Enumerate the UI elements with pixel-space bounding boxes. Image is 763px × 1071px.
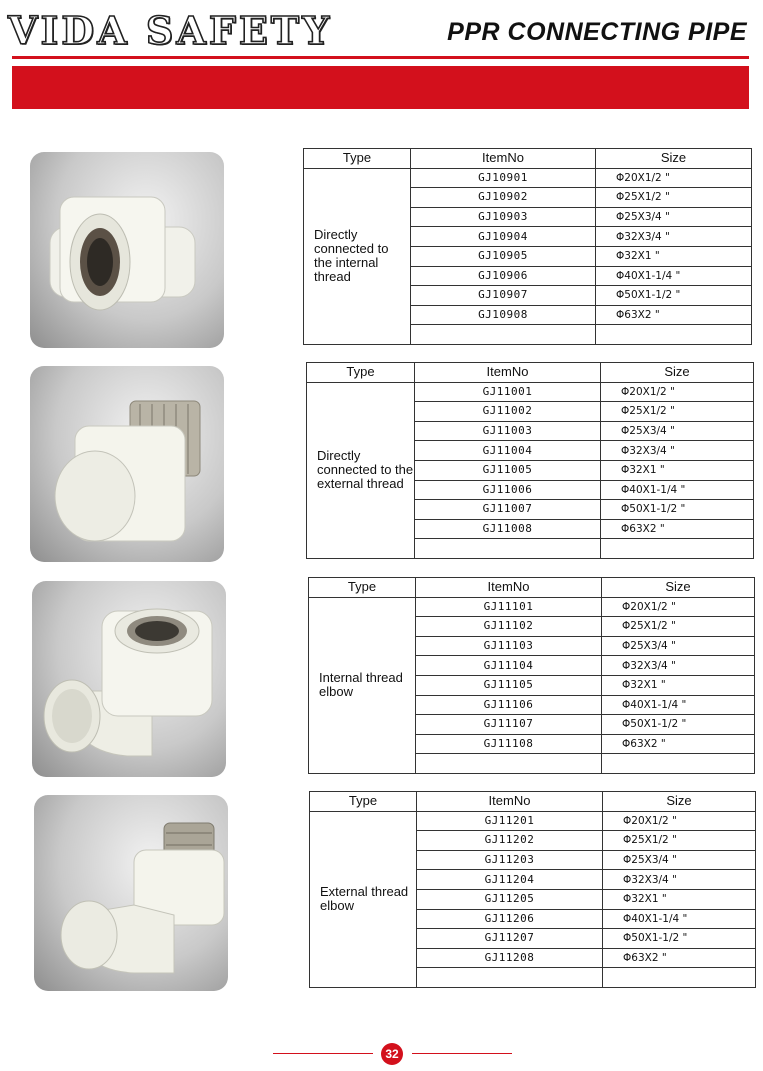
size-value: Φ63X2 " bbox=[603, 948, 756, 968]
header-itemno: ItemNo bbox=[416, 578, 602, 598]
size-value: Φ40X1-1/4 " bbox=[602, 695, 755, 715]
size-value: Φ40X1-1/4 " bbox=[596, 266, 752, 286]
item-number: GJ10907 bbox=[411, 286, 596, 306]
spec-table bbox=[308, 577, 755, 774]
table-row bbox=[307, 382, 754, 402]
item-number: GJ11003 bbox=[415, 421, 601, 441]
header-type: Type bbox=[309, 578, 416, 598]
product-section bbox=[0, 152, 763, 357]
item-number bbox=[417, 968, 603, 988]
spec-table bbox=[309, 791, 756, 988]
item-number: GJ11108 bbox=[416, 734, 602, 754]
product-photo bbox=[32, 581, 226, 777]
size-value: Φ25X3/4 " bbox=[601, 421, 754, 441]
size-value: Φ25X3/4 " bbox=[602, 636, 755, 656]
item-number: GJ11204 bbox=[417, 870, 603, 890]
product-photo bbox=[30, 366, 224, 562]
brand-logo: VIDA SAFETY bbox=[8, 8, 333, 53]
item-number: GJ10906 bbox=[411, 266, 596, 286]
header-size: Size bbox=[602, 578, 755, 598]
header-size: Size bbox=[603, 792, 756, 812]
item-number bbox=[411, 325, 596, 345]
item-number: GJ11103 bbox=[416, 636, 602, 656]
item-number: GJ10904 bbox=[411, 227, 596, 247]
item-number: GJ11002 bbox=[415, 402, 601, 422]
item-number: GJ11106 bbox=[416, 695, 602, 715]
item-number: GJ11005 bbox=[415, 460, 601, 480]
item-number: GJ10903 bbox=[411, 207, 596, 227]
item-number: GJ10901 bbox=[411, 168, 596, 188]
product-section bbox=[0, 795, 763, 1000]
size-value: Φ32X3/4 " bbox=[601, 441, 754, 461]
item-number: GJ10902 bbox=[411, 188, 596, 208]
header-rule bbox=[12, 56, 749, 59]
item-number: GJ11001 bbox=[415, 382, 601, 402]
size-value: Φ25X1/2 " bbox=[601, 402, 754, 422]
size-value: Φ32X1 " bbox=[596, 246, 752, 266]
item-number: GJ11205 bbox=[417, 889, 603, 909]
header-type: Type bbox=[304, 149, 411, 169]
footer-rule-left bbox=[273, 1053, 373, 1054]
size-value: Φ32X3/4 " bbox=[603, 870, 756, 890]
size-value: Φ50X1-1/2 " bbox=[603, 929, 756, 949]
size-value: Φ20X1/2 " bbox=[596, 168, 752, 188]
size-value: Φ32X1 " bbox=[603, 889, 756, 909]
table-row bbox=[304, 168, 752, 188]
type-cell: Directly connected to the external thread bbox=[307, 382, 415, 558]
size-value: Φ32X3/4 " bbox=[602, 656, 755, 676]
product-photo bbox=[30, 152, 224, 348]
item-number: GJ11101 bbox=[416, 597, 602, 617]
item-number: GJ11202 bbox=[417, 831, 603, 851]
size-value: Φ25X1/2 " bbox=[602, 617, 755, 637]
size-value: Φ25X1/2 " bbox=[596, 188, 752, 208]
size-value: Φ40X1-1/4 " bbox=[601, 480, 754, 500]
size-value: Φ50X1-1/2 " bbox=[602, 715, 755, 735]
product-photo bbox=[34, 795, 228, 991]
header-itemno: ItemNo bbox=[417, 792, 603, 812]
page-title: PPR CONNECTING PIPE bbox=[447, 18, 747, 46]
size-value bbox=[601, 539, 754, 559]
size-value: Φ50X1-1/2 " bbox=[596, 286, 752, 306]
size-value: Φ25X3/4 " bbox=[603, 850, 756, 870]
size-value: Φ20X1/2 " bbox=[603, 811, 756, 831]
type-cell: Directly connected to the internal thread bbox=[304, 168, 411, 344]
item-number: GJ11102 bbox=[416, 617, 602, 637]
page-number: 32 bbox=[381, 1043, 403, 1065]
table-row bbox=[310, 811, 756, 831]
size-value: Φ25X3/4 " bbox=[596, 207, 752, 227]
size-value: Φ32X1 " bbox=[602, 675, 755, 695]
size-value bbox=[602, 754, 755, 774]
size-value: Φ63X2 " bbox=[596, 305, 752, 325]
item-number: GJ11207 bbox=[417, 929, 603, 949]
item-number: GJ11208 bbox=[417, 948, 603, 968]
item-number: GJ11104 bbox=[416, 656, 602, 676]
size-value: Φ63X2 " bbox=[601, 519, 754, 539]
size-value: Φ32X3/4 " bbox=[596, 227, 752, 247]
header-type: Type bbox=[307, 363, 415, 383]
item-number: GJ10908 bbox=[411, 305, 596, 325]
size-value: Φ63X2 " bbox=[602, 734, 755, 754]
item-number: GJ11008 bbox=[415, 519, 601, 539]
type-cell: Internal thread elbow bbox=[309, 597, 416, 773]
header-band bbox=[12, 66, 749, 109]
size-value bbox=[596, 325, 752, 345]
item-number: GJ11201 bbox=[417, 811, 603, 831]
item-number: GJ11206 bbox=[417, 909, 603, 929]
size-value: Φ25X1/2 " bbox=[603, 831, 756, 851]
header-itemno: ItemNo bbox=[415, 363, 601, 383]
item-number: GJ11004 bbox=[415, 441, 601, 461]
size-value bbox=[603, 968, 756, 988]
size-value: Φ32X1 " bbox=[601, 460, 754, 480]
header-size: Size bbox=[601, 363, 754, 383]
size-value: Φ40X1-1/4 " bbox=[603, 909, 756, 929]
product-section bbox=[0, 581, 763, 786]
item-number bbox=[415, 539, 601, 559]
item-number bbox=[416, 754, 602, 774]
spec-table bbox=[303, 148, 752, 345]
item-number: GJ11203 bbox=[417, 850, 603, 870]
header-itemno: ItemNo bbox=[411, 149, 596, 169]
item-number: GJ11006 bbox=[415, 480, 601, 500]
size-value: Φ50X1-1/2 " bbox=[601, 500, 754, 520]
item-number: GJ10905 bbox=[411, 246, 596, 266]
item-number: GJ11105 bbox=[416, 675, 602, 695]
type-cell: External thread elbow bbox=[310, 811, 417, 987]
table-row bbox=[309, 597, 755, 617]
footer-rule-right bbox=[412, 1053, 512, 1054]
header-size: Size bbox=[596, 149, 752, 169]
item-number: GJ11107 bbox=[416, 715, 602, 735]
header-type: Type bbox=[310, 792, 417, 812]
product-section bbox=[0, 366, 763, 571]
item-number: GJ11007 bbox=[415, 500, 601, 520]
size-value: Φ20X1/2 " bbox=[602, 597, 755, 617]
spec-table bbox=[306, 362, 754, 559]
size-value: Φ20X1/2 " bbox=[601, 382, 754, 402]
